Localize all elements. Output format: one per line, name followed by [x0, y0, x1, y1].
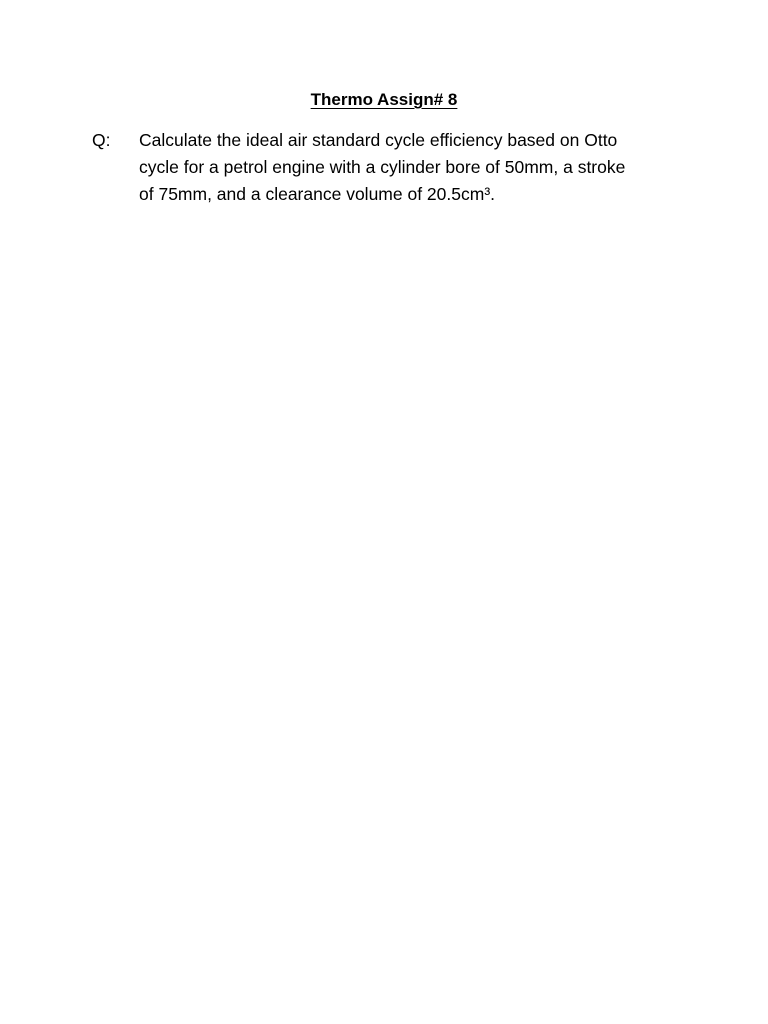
question-block — [92, 127, 692, 208]
question-line-1: Calculate the ideal air standard cycle efficiency based on Otto — [139, 130, 618, 150]
question-line-2: cycle for a petrol engine with a cylinder bore of 50mm, a stroke — [139, 157, 626, 177]
question-label: Q: — [92, 130, 111, 150]
question-text — [139, 127, 692, 208]
question-line-3: of 75mm, and a clearance volume of 20.5cm³. — [139, 184, 496, 204]
document-title: Thermo Assign# 8 — [310, 90, 458, 109]
